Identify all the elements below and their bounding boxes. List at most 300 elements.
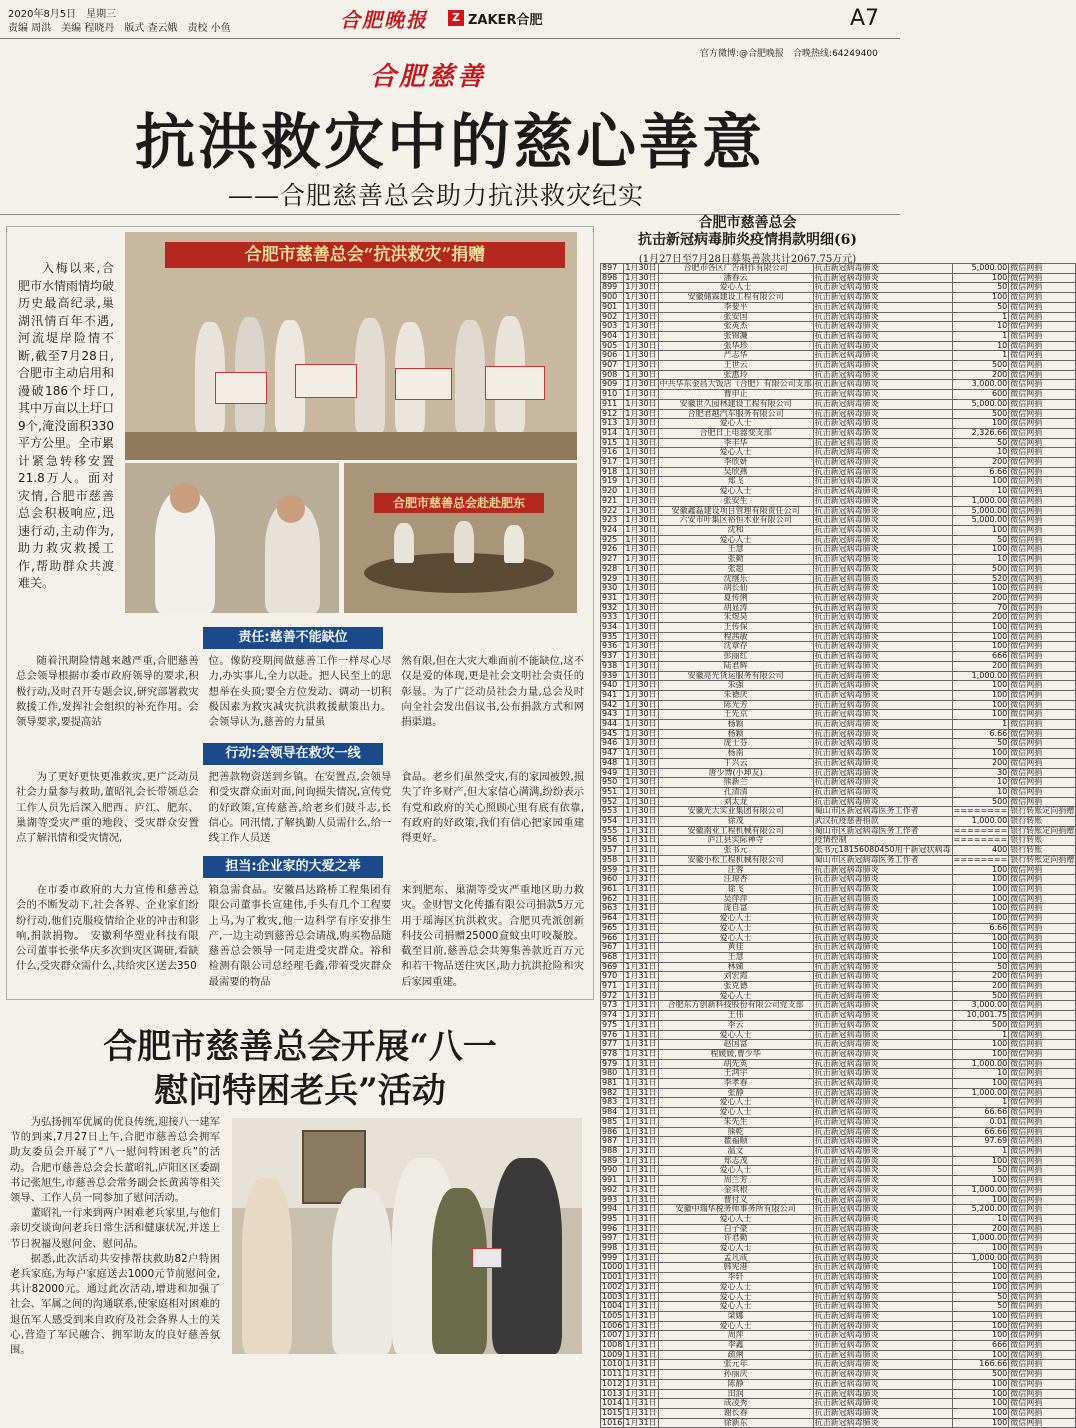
table-cell: 1004 xyxy=(602,1301,623,1311)
table-cell: 微信网捐 xyxy=(1009,613,1076,623)
table-cell: 微信网捐 xyxy=(1009,1030,1076,1040)
photo-banner: 合肥市慈善总会“抗洪救灾”捐赠 xyxy=(165,242,565,268)
table-row xyxy=(601,1117,1076,1127)
table-row xyxy=(601,1011,1076,1021)
table-cell: 100 xyxy=(952,904,1009,914)
table-cell: 1月30日 xyxy=(625,369,657,379)
table-cell: 抗击新冠病毒肺炎 xyxy=(813,351,952,361)
table-cell: 张书元 xyxy=(658,846,813,856)
table-cell: 抗击新冠病毒肺炎 xyxy=(813,273,952,283)
table-cell: 抗击新冠病毒肺炎 xyxy=(813,1049,952,1059)
table-cell: 抗击新冠病毒肺炎 xyxy=(813,962,952,972)
table-cell: 1月31日 xyxy=(625,1010,657,1020)
table-row xyxy=(601,1418,1076,1428)
table-row xyxy=(601,787,1076,797)
table-cell: 王伟 xyxy=(658,1011,813,1021)
table-cell: 940 xyxy=(601,681,624,691)
table-cell: 951 xyxy=(601,787,624,797)
table-cell: 抗击新冠病毒肺炎 xyxy=(813,1098,952,1108)
table-cell: 520 xyxy=(952,574,1009,584)
table-cell: 1月31日 xyxy=(625,1388,657,1398)
table-cell: 郑飞 xyxy=(658,477,813,487)
table-cell: 100 xyxy=(952,952,1009,962)
table-cell: 微信网捐 xyxy=(1009,894,1076,904)
table-cell: 907 xyxy=(601,361,624,371)
table-cell: 1月30日 xyxy=(625,728,657,738)
table-cell: 李丰华 xyxy=(658,438,813,448)
table-cell: 100 xyxy=(952,1156,1009,1166)
table-cell: ======== xyxy=(953,825,1008,835)
table-cell: 疫情控制 xyxy=(813,836,952,846)
table-cell: 1008 xyxy=(602,1340,623,1350)
table-cell: 1月30日 xyxy=(625,476,657,486)
table-cell: 抗击新冠病毒肺炎 xyxy=(813,293,952,303)
table-cell: 微信网捐 xyxy=(1009,584,1076,594)
table-cell: 抗击新冠病毒肺炎 xyxy=(813,361,952,371)
photo-greeting xyxy=(125,463,339,613)
table-cell: 抗击新冠病毒肺炎 xyxy=(813,506,952,516)
table-cell: 张英杰 xyxy=(658,322,813,332)
table-cell: 蜀山市区新冠病毒医务工作者 xyxy=(813,855,952,865)
table-cell: 微信网捐 xyxy=(1009,312,1076,322)
table-cell: 1月31日 xyxy=(625,1359,657,1369)
table-cell: 1月31日 xyxy=(625,1155,657,1165)
table-cell: 抗击新冠病毒肺炎 xyxy=(813,1311,952,1321)
table-cell: 1 xyxy=(952,720,1009,730)
table-cell: 990 xyxy=(601,1166,624,1176)
table-cell: 微信网捐 xyxy=(1009,875,1076,885)
table-cell: 微信网捐 xyxy=(1009,1350,1076,1360)
table-cell: 100 xyxy=(952,1311,1009,1321)
table-cell: 1月30日 xyxy=(625,583,657,593)
table-cell: 1月31日 xyxy=(625,913,657,923)
table-cell: 921 xyxy=(601,496,624,506)
table-cell: 1月30日 xyxy=(625,408,657,418)
table-cell: 爱心人士 xyxy=(658,914,813,924)
table-cell: 50 xyxy=(952,1302,1009,1312)
table-cell: 66.66 xyxy=(952,1108,1009,1118)
paragraph: 把善款物资送到乡镇。在安置点,会领导和受灾群众面对面,问询损失情况,宣传党的好政策,宣传慈善,给老乡们鼓斗志,长信心。同汛情,了解执勤人员需什么,给一线工作人员送 xyxy=(208,771,392,845)
table-cell: 微信网捐 xyxy=(1009,1098,1076,1108)
table-cell: 898 xyxy=(601,273,624,283)
editor-credits: 责编 周洪 美编 程晓丹 版式 查云娥 责校 小鱼 xyxy=(8,23,231,34)
table-row xyxy=(601,1244,1076,1254)
table-cell: 六安市叶集区裕恒木业有限公司 xyxy=(658,516,813,526)
table-cell: 成凌秀 xyxy=(658,1399,813,1409)
section-body-commitment xyxy=(16,883,584,990)
table-cell: 微信网捐 xyxy=(1009,341,1076,351)
table-cell: 微信网捐 xyxy=(1009,1311,1076,1321)
table-cell: 微信网捐 xyxy=(1009,1379,1076,1389)
table-cell: 1月30日 xyxy=(625,466,657,476)
table-cell: 张克德 xyxy=(658,982,813,992)
table-cell: 973 xyxy=(601,1001,624,1011)
contact-line: 官方微博:@合肥晚报 合晚热线:64249400 xyxy=(700,49,878,59)
table-cell: 1月30日 xyxy=(625,796,657,806)
table-cell: 100 xyxy=(952,1350,1009,1360)
table-cell: 抗击新冠病毒肺炎 xyxy=(813,797,952,807)
table-cell: 70 xyxy=(952,603,1009,613)
table-cell: 100 xyxy=(952,525,1009,535)
table-cell: 957 xyxy=(601,846,624,856)
table-cell: 抗击新冠病毒肺炎 xyxy=(813,661,952,671)
table-cell: 胡先英 xyxy=(658,1059,813,1069)
table-cell: 948 xyxy=(601,758,624,768)
paragraph: 来到肥东、巢湖等受灾严重地区助力救灾。金财智文化传播有限公司捐款5万元用于瑶海区抗洪救灾。合肥贝壳派创新科技公司捐赠25000盒蚊虫叮咬凝胶。截至目前,慈善总会共筹集善款近百万元和若干物品送往灾区,助力抗洪抢险和灾后家园重建。 xyxy=(401,884,585,988)
table-cell: 1月30日 xyxy=(625,389,657,399)
table-cell: 1月30日 xyxy=(625,350,657,360)
table-cell: 1月31日 xyxy=(625,1165,657,1175)
table-cell: 100 xyxy=(952,1321,1009,1331)
table-cell: 微信网捐 xyxy=(1009,1224,1076,1234)
table-row xyxy=(601,1146,1076,1156)
article-intro: 入梅以来,合肥市水情雨情均破历史最高纪录,巢湖汛情百年不遇,河流堤岸险情不断,截至7月28日,合肥市主动启用和漫破186个圩口,其中万亩以上圩口9个,淹没面积330平方公里。全市累计紧急转移安置21.8万人。面对灾情,合肥市慈善总会积极响应,迅速行动,主动作为,助力救灾救援工作,帮助群众共渡难关。 xyxy=(18,261,115,590)
table-cell: 400 xyxy=(952,846,1009,856)
table-cell: 200 xyxy=(952,661,1009,671)
paragraph: 然有限,但在大灾大难面前不能缺位,这不仅是爱的体现,更是社会文明社会责任的彰显。为了广泛动员社会力量,总会及时向全社会发出倡议书,公布捐款方式和网捐渠道。 xyxy=(401,655,585,729)
table-cell: 1月30日 xyxy=(625,631,657,641)
table-cell: 1月31日 xyxy=(625,1417,657,1427)
table-cell: 1月30日 xyxy=(625,709,657,719)
table-cell: 爱心人士 xyxy=(658,419,813,429)
table-cell: 1月30日 xyxy=(625,515,657,525)
table-cell: 900 xyxy=(601,293,624,303)
table-cell: 1 xyxy=(952,351,1009,361)
table-cell: 抗击新冠病毒肺炎 xyxy=(813,1292,952,1302)
table-cell: 微信网捐 xyxy=(1009,419,1076,429)
table-cell: 抗击新冠病毒肺炎 xyxy=(813,972,952,982)
table-cell: 微信网捐 xyxy=(1009,1069,1076,1079)
table-cell: 微信网捐 xyxy=(1009,1263,1076,1273)
table-cell: 1006 xyxy=(602,1320,623,1330)
table-cell: 1月30日 xyxy=(625,641,657,651)
table-cell: 947 xyxy=(601,749,624,759)
table-cell: 985 xyxy=(601,1117,624,1127)
table-cell: 微信网捐 xyxy=(1009,865,1076,875)
table-cell: 抗击新冠病毒肺炎 xyxy=(813,1418,952,1428)
table-cell: 1009 xyxy=(602,1349,623,1359)
table-cell: 1月30日 xyxy=(625,689,657,699)
table-cell: 微信网捐 xyxy=(1009,535,1076,545)
table-row xyxy=(601,1379,1076,1389)
table-cell: 5,000.00 xyxy=(952,516,1009,526)
table-cell: 600 xyxy=(952,390,1009,400)
table-cell: 微信网捐 xyxy=(1009,361,1076,371)
table-cell: 5,000.00 xyxy=(952,506,1009,516)
table-cell: 抗击新冠病毒肺炎 xyxy=(813,1108,952,1118)
table-cell: 金其根 xyxy=(658,1185,813,1195)
table-cell: 1月31日 xyxy=(625,893,657,903)
table-cell: 安徽储霖建设工程有限公司 xyxy=(658,293,813,303)
table-cell: 1月30日 xyxy=(625,282,657,292)
table-cell: 梁娜 xyxy=(658,1311,813,1321)
table-cell: 1月31日 xyxy=(625,1136,657,1146)
table-cell: 100 xyxy=(952,1282,1009,1292)
table-cell: 张惠玲 xyxy=(658,370,813,380)
table-row xyxy=(601,1408,1076,1418)
table-cell: 微信网捐 xyxy=(1009,904,1076,914)
table-cell: 1,000.00 xyxy=(952,1059,1009,1069)
table-cell: 安徽世久园林建设工程有限公司 xyxy=(658,399,813,409)
table-cell: 994 xyxy=(601,1205,624,1215)
table-cell: 瞿福顺 xyxy=(658,1137,813,1147)
table-cell: 中共华东金昌大饭店（合肥）有限公司支部 xyxy=(659,379,812,389)
table-cell: 1002 xyxy=(602,1281,623,1291)
table-cell: 微信网捐 xyxy=(1009,1176,1076,1186)
table-cell: 1013 xyxy=(602,1388,623,1398)
table-title-org: 合肥市慈善总会 xyxy=(698,215,797,231)
table-cell: 1010 xyxy=(602,1359,623,1369)
table-cell: 温文 xyxy=(658,1146,813,1156)
table-cell: 抗击新冠病毒肺炎 xyxy=(813,1253,952,1263)
table-cell: 微信网捐 xyxy=(1009,1205,1076,1215)
table-cell: 919 xyxy=(601,477,624,487)
table-cell: 抗击新冠病毒肺炎 xyxy=(813,603,952,613)
table-cell: 100 xyxy=(952,914,1009,924)
table-cell: 1月31日 xyxy=(625,1340,657,1350)
table-cell: 995 xyxy=(601,1214,624,1224)
table-cell: 1月30日 xyxy=(625,622,657,632)
table-cell: 938 xyxy=(601,661,624,671)
article2-headline: 合肥市慈善总会开展“八一慰问特困老兵”活动 xyxy=(103,1027,497,1111)
table-cell: 972 xyxy=(601,991,624,1001)
table-cell: 抗击新冠病毒肺炎 xyxy=(813,399,952,409)
table-cell: 946 xyxy=(601,739,624,749)
table-cell: 微信网捐 xyxy=(1009,1079,1076,1089)
table-cell: 1月31日 xyxy=(625,1252,657,1262)
table-cell: 抗击新冠病毒肺炎 xyxy=(813,283,952,293)
table-row xyxy=(601,1205,1076,1215)
table-cell: 915 xyxy=(601,438,624,448)
table-cell: 李轩 xyxy=(658,1273,813,1283)
table-cell: 1月31日 xyxy=(625,1378,657,1388)
table-cell: 抗击新冠病毒肺炎 xyxy=(813,720,952,730)
table-cell: 微信网捐 xyxy=(1009,399,1076,409)
table-cell: 937 xyxy=(601,652,624,662)
table-cell: 1月31日 xyxy=(625,1068,657,1078)
table-cell: 10 xyxy=(952,1069,1009,1079)
table-cell: 993 xyxy=(601,1195,624,1205)
table-cell: 微信网捐 xyxy=(1009,923,1076,933)
table-cell: 微信网捐 xyxy=(1009,1011,1076,1021)
table-cell: 爱心人士 xyxy=(658,933,813,943)
table-row xyxy=(601,1185,1076,1195)
table-cell: 微信网捐 xyxy=(1009,302,1076,312)
section-title: 合肥慈善 xyxy=(370,62,487,92)
table-cell: 1月30日 xyxy=(625,495,657,505)
table-cell: 微信网捐 xyxy=(1009,506,1076,516)
table-cell: 1月31日 xyxy=(625,1000,657,1010)
table-row xyxy=(601,1214,1076,1224)
table-cell: 500 xyxy=(952,797,1009,807)
table-cell: 997 xyxy=(601,1234,624,1244)
table-cell: 郑志茂 xyxy=(658,1156,813,1166)
table-row xyxy=(601,758,1076,768)
table-cell: 1月30日 xyxy=(625,398,657,408)
table-cell: 王慧 xyxy=(658,545,813,555)
table-cell: 抗击新冠病毒肺炎 xyxy=(813,671,952,681)
table-cell: 1,000.00 xyxy=(952,1088,1009,1098)
table-cell: 抗击新冠病毒肺炎 xyxy=(813,1370,952,1380)
table-cell: 1月31日 xyxy=(625,1223,657,1233)
table-row xyxy=(601,1311,1076,1321)
table-cell: 沈和 xyxy=(658,525,813,535)
table-cell: 10 xyxy=(952,1214,1009,1224)
table-cell: 955 xyxy=(601,826,624,836)
table-cell: 抗击新冠病毒肺炎 xyxy=(813,1244,952,1254)
table-cell: 潘春云 xyxy=(658,273,813,283)
table-row xyxy=(601,1273,1076,1283)
table-cell: 1 xyxy=(952,312,1009,322)
table-cell: 1月31日 xyxy=(625,1281,657,1291)
table-cell: 抗击新冠病毒肺炎 xyxy=(813,1176,952,1186)
table-cell: 抗击新冠病毒肺炎 xyxy=(813,593,952,603)
table-cell: 微信网捐 xyxy=(1009,1020,1076,1030)
paragraph: 在市委市政府的大力宣传和慈善总会的不断发动下,社会各界、企业家们纷纷行动,他们克服疫情给企业的冲击和影响,捐款捐物。 安徽利华塑业科技有限公司董事长张华庆多次到灾区调研,看缺什么,受灾群众需什么,共给灾区送去350 xyxy=(16,884,199,973)
table-row xyxy=(601,914,1076,924)
photo-veteran-visit xyxy=(232,1118,582,1354)
table-row xyxy=(601,1040,1076,1050)
table-cell: 抗击新冠病毒肺炎 xyxy=(813,331,952,341)
table-cell: 500 xyxy=(952,991,1009,1001)
table-cell: 956 xyxy=(601,836,624,846)
table-cell: 抗击新冠病毒肺炎 xyxy=(813,768,952,778)
table-cell: 微信网捐 xyxy=(1009,516,1076,526)
table-cell: 爱心人士 xyxy=(658,283,813,293)
table-cell: 微信网捐 xyxy=(1009,1137,1076,1147)
table-cell: 安徽南亚工程机械有限公司 xyxy=(658,826,813,836)
table-cell: 2,326.66 xyxy=(952,428,1009,438)
table-row xyxy=(601,390,1076,400)
table-cell: 爱心人士 xyxy=(658,1098,813,1108)
table-cell: 50 xyxy=(952,438,1009,448)
paragraph: 为弘扬拥军优属的优良传统,迎接八一建军节的到来,7月27日上午,合肥市慈善总会拥军助友委员会开展了“八一慰问特困老兵”的活动。合肥市慈善总会会长董昭礼,庐阳区区委副书记张旭生,市慈善总会常务副会长黄茜等相关领导、工作人员一同参加了慰问活动。 xyxy=(10,1116,220,1205)
table-cell: 微信网捐 xyxy=(1009,700,1076,710)
table-cell: 李云 xyxy=(658,1020,813,1030)
table-cell: 抗击新冠病毒肺炎 xyxy=(813,264,952,274)
table-cell: 1月30日 xyxy=(625,670,657,680)
table-cell: 抗击新冠病毒肺炎 xyxy=(813,467,952,477)
table-cell: 李孝春 xyxy=(658,1079,813,1089)
table-cell: 1 xyxy=(952,1098,1009,1108)
table-cell: 抗击新冠病毒肺炎 xyxy=(813,991,952,1001)
table-cell: 微信网捐 xyxy=(1009,652,1076,662)
table-cell: 抗击新冠病毒肺炎 xyxy=(813,904,952,914)
table-cell: 1月30日 xyxy=(625,272,657,282)
section-body-action xyxy=(16,770,584,846)
table-cell: 抗击新冠病毒肺炎 xyxy=(813,865,952,875)
table-cell: 1月31日 xyxy=(625,1243,657,1253)
table-cell: 986 xyxy=(601,1127,624,1137)
table-cell: 抗击新冠病毒肺炎 xyxy=(813,312,952,322)
table-cell: 1月31日 xyxy=(625,1029,657,1039)
table-cell: 3,000.00 xyxy=(952,1001,1009,1011)
table-cell: 1月30日 xyxy=(625,524,657,534)
table-cell: 943 xyxy=(601,710,624,720)
table-cell: 微信网捐 xyxy=(1009,1127,1076,1137)
issue-date: 2020年8月5日 星期三 xyxy=(8,9,117,20)
table-cell: 微信网捐 xyxy=(1009,661,1076,671)
table-cell: 周萍 xyxy=(658,1331,813,1341)
table-cell: 抗击新冠病毒肺炎 xyxy=(813,613,952,623)
table-cell: 严志华 xyxy=(658,351,813,361)
table-cell: 微信网捐 xyxy=(1009,1418,1076,1428)
photo2-banner: 合肥市慈善总会赴赴肥东 xyxy=(374,493,544,513)
table-cell: 10 xyxy=(952,555,1009,565)
table-row xyxy=(601,661,1076,671)
table-cell: 10 xyxy=(952,448,1009,458)
table-cell: 朱先生 xyxy=(658,1117,813,1127)
table-cell: 666 xyxy=(952,1341,1009,1351)
table-cell: 抗击新冠病毒肺炎 xyxy=(813,1302,952,1312)
table-cell: 微信网捐 xyxy=(1009,409,1076,419)
table-cell: 988 xyxy=(601,1146,624,1156)
table-cell: 谢长春 xyxy=(658,1408,813,1418)
table-cell: 武汉抗疫慈善捐款 xyxy=(813,817,952,827)
table-cell: 961 xyxy=(601,885,624,895)
table-cell: 彭丽红 xyxy=(658,652,813,662)
table-cell: 微信网捐 xyxy=(1009,351,1076,361)
table-row xyxy=(601,487,1076,497)
table-cell: 1月31日 xyxy=(625,1262,657,1272)
table-cell: 微信网捐 xyxy=(1009,739,1076,749)
table-cell: 朱强 xyxy=(658,681,813,691)
table-cell: 1月31日 xyxy=(625,1184,657,1194)
table-cell: 抗击新冠病毒肺炎 xyxy=(813,982,952,992)
table-row xyxy=(601,846,1076,856)
table-cell: 微信网捐 xyxy=(1009,1001,1076,1011)
table-cell: 抗击新冠病毒肺炎 xyxy=(813,535,952,545)
table-cell: 抗击新冠病毒肺炎 xyxy=(813,1321,952,1331)
table-cell: 抗击新冠病毒肺炎 xyxy=(813,1224,952,1234)
table-cell: 989 xyxy=(601,1156,624,1166)
paragraph: 董昭礼一行来到两户困难老兵家里,与他们亲切交谈询问老兵日常生活和健康状况,并送上节日祝福及慰问金、慰问品。 xyxy=(10,1207,220,1250)
table-cell: 微信网捐 xyxy=(1009,1185,1076,1195)
table-cell: 杨南 xyxy=(658,749,813,759)
table-cell: 朱煜昊 xyxy=(658,613,813,623)
table-cell: 孟凡成 xyxy=(658,1253,813,1263)
table-cell: 安徽亮光货运服务有限公司 xyxy=(658,671,813,681)
table-cell: 抗击新冠病毒肺炎 xyxy=(813,1341,952,1351)
table-cell: 920 xyxy=(601,487,624,497)
table-cell: 微信网捐 xyxy=(1009,448,1076,458)
table-cell: 1月30日 xyxy=(625,427,657,437)
table-cell: 100 xyxy=(952,632,1009,642)
table-cell: 合肥市各区广告制作有限公司 xyxy=(658,264,813,274)
table-cell: 抗击新冠病毒肺炎 xyxy=(813,700,952,710)
table-cell: 1007 xyxy=(602,1330,623,1340)
table-cell: 923 xyxy=(601,516,624,526)
table-cell: 100 xyxy=(952,933,1009,943)
table-cell: 1月31日 xyxy=(625,1369,657,1379)
table-cell: 1月30日 xyxy=(625,786,657,796)
table-cell: 97.69 xyxy=(952,1137,1009,1147)
table-cell: 微信网捐 xyxy=(1009,593,1076,603)
table-cell: 100 xyxy=(952,1331,1009,1341)
table-cell: 微信网捐 xyxy=(1009,1195,1076,1205)
table-cell: 张锦濂 xyxy=(658,331,813,341)
table-cell: 微信网捐 xyxy=(1009,555,1076,565)
table-row xyxy=(601,419,1076,429)
table-cell: 微信网捐 xyxy=(1009,729,1076,739)
table-cell: 微信网捐 xyxy=(1009,681,1076,691)
table-cell: 1月30日 xyxy=(625,321,657,331)
table-cell: 1月30日 xyxy=(625,563,657,573)
table-cell: 抗击新冠病毒肺炎 xyxy=(813,1185,952,1195)
table-cell: 抗击新冠病毒肺炎 xyxy=(813,1011,952,1021)
table-cell: 925 xyxy=(601,535,624,545)
header-divider xyxy=(0,38,900,39)
